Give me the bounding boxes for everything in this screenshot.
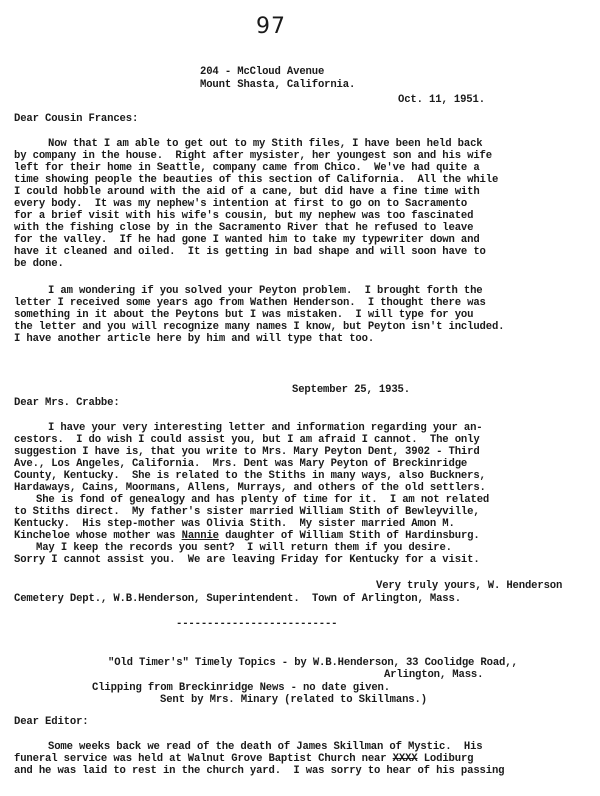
paragraph-line: and he was laid to rest in the church yard. I was sorry to hear of his passing — [14, 765, 505, 777]
paragraph-line: time showing people the beauties of this section of California. All the while — [14, 174, 499, 186]
paragraph-line: Hardaways, Cains, Moormans, Allens, Murrays, and others of the old settlers. — [14, 482, 486, 494]
salutation: Dear Mrs. Crabbe: — [14, 397, 120, 409]
paragraph-line: I have another article here by him and will type that too. — [14, 333, 375, 345]
address-line-2: Mount Shasta, California. — [200, 79, 356, 91]
paragraph-line: cestors. I do wish I could assist you, but I am afraid I cannot. The only — [14, 434, 480, 446]
paragraph-line: have it cleaned and oiled. It is getting in bad shape and will soon have to — [14, 246, 486, 258]
paragraph-line: the letter and you will recognize many names I know, but Peyton isn't included. — [14, 321, 505, 333]
paragraph-line: Ave., Los Angeles, California. Mrs. Dent was Mary Peyton of Breckinridge — [14, 458, 468, 470]
paragraph-line: by company in the house. Right after mysister, her youngest son and his wife — [14, 150, 492, 162]
underlined-name: Nannie — [181, 530, 219, 542]
paragraph-line: I am wondering if you solved your Peyton problem. I brought forth the — [48, 285, 483, 297]
address-line-1: 204 - McCloud Avenue — [200, 66, 325, 78]
paragraph-line: for a brief visit with his wife's cousin, but my nephew was too fascinated — [14, 210, 474, 222]
paragraph-line: I could hobble around with the aid of a cane, but did have a fine time with — [14, 186, 480, 198]
paragraph-line: suggestion I have is, that you write to Mrs. Mary Peyton Dent, 3902 - Third — [14, 446, 480, 458]
paragraph-line: left for their home in Seattle, company came from Chico. We've had quite a — [14, 162, 480, 174]
paragraph-line — [14, 753, 473, 765]
separator-line: -------------------------- — [176, 618, 338, 630]
paragraph-line: County, Kentucky. She is related to the Stiths in many ways, also Buckners, — [14, 470, 486, 482]
clipping-header: Sent by Mrs. Minary (related to Skillmans.) — [160, 694, 427, 706]
signature-line: Cemetery Dept., W.B.Henderson, Superintendent. Town of Arlington, Mass. — [14, 593, 461, 605]
paragraph-line: She is fond of genealogy and has plenty of time for it. I am not related — [36, 494, 490, 506]
paragraph-line: to Stiths direct. My father's sister married William Stith of Bewleyville, — [14, 506, 480, 518]
paragraph-line: I have your very interesting letter and information regarding your an- — [48, 422, 483, 434]
clipping-header: "Old Timer's" Timely Topics - by W.B.Henderson, 33 Coolidge Road,, — [108, 657, 518, 669]
paragraph-line: with the fishing close by in the Sacramento River that he refused to leave — [14, 222, 474, 234]
paragraph-line: be done. — [14, 258, 64, 270]
paragraph-line — [14, 530, 480, 542]
struck-text: XXXX — [392, 753, 418, 765]
salutation: Dear Editor: — [14, 716, 89, 728]
paragraph-line: Kentucky. His step-mother was Olivia Stith. My sister married Amon M. — [14, 518, 455, 530]
line-text: funeral service was held at Walnut Grove Baptist Church near — [14, 753, 393, 765]
paragraph-line: every body. It was my nephew's intention at first to go on to Sacramento — [14, 198, 468, 210]
clipping-header: Arlington, Mass. — [384, 669, 484, 681]
line-text: Lodiburg — [417, 753, 474, 765]
letter-date: September 25, 1935. — [292, 384, 410, 396]
line-text: daughter of William Stith of Hardinsburg. — [218, 530, 480, 542]
clipping-header: Clipping from Breckinridge News - no date given. — [92, 682, 390, 694]
paragraph-line: May I keep the records you sent? I will return them if you desire. — [36, 542, 452, 554]
letter-date: Oct. 11, 1951. — [398, 94, 485, 106]
salutation: Dear Cousin Frances: — [14, 113, 139, 125]
paragraph-line: Some weeks back we read of the death of James Skillman of Mystic. His — [48, 741, 483, 753]
paragraph-line: letter I received some years ago from Wathen Henderson. I thought there was — [14, 297, 486, 309]
paragraph-line: Sorry I cannot assist you. We are leaving Friday for Kentucky for a visit. — [14, 554, 480, 566]
line-text: Kincheloe whose mother was — [14, 530, 182, 542]
closing: Very truly yours, W. Henderson — [376, 580, 563, 592]
paragraph-line: for the valley. If he had gone I wanted him to take my typewriter down and — [14, 234, 480, 246]
paragraph-line: Now that I am able to get out to my Stith files, I have been held back — [48, 138, 483, 150]
paragraph-line: something in it about the Peytons but I was mistaken. I will type for you — [14, 309, 474, 321]
page-number: 97 — [256, 14, 286, 39]
